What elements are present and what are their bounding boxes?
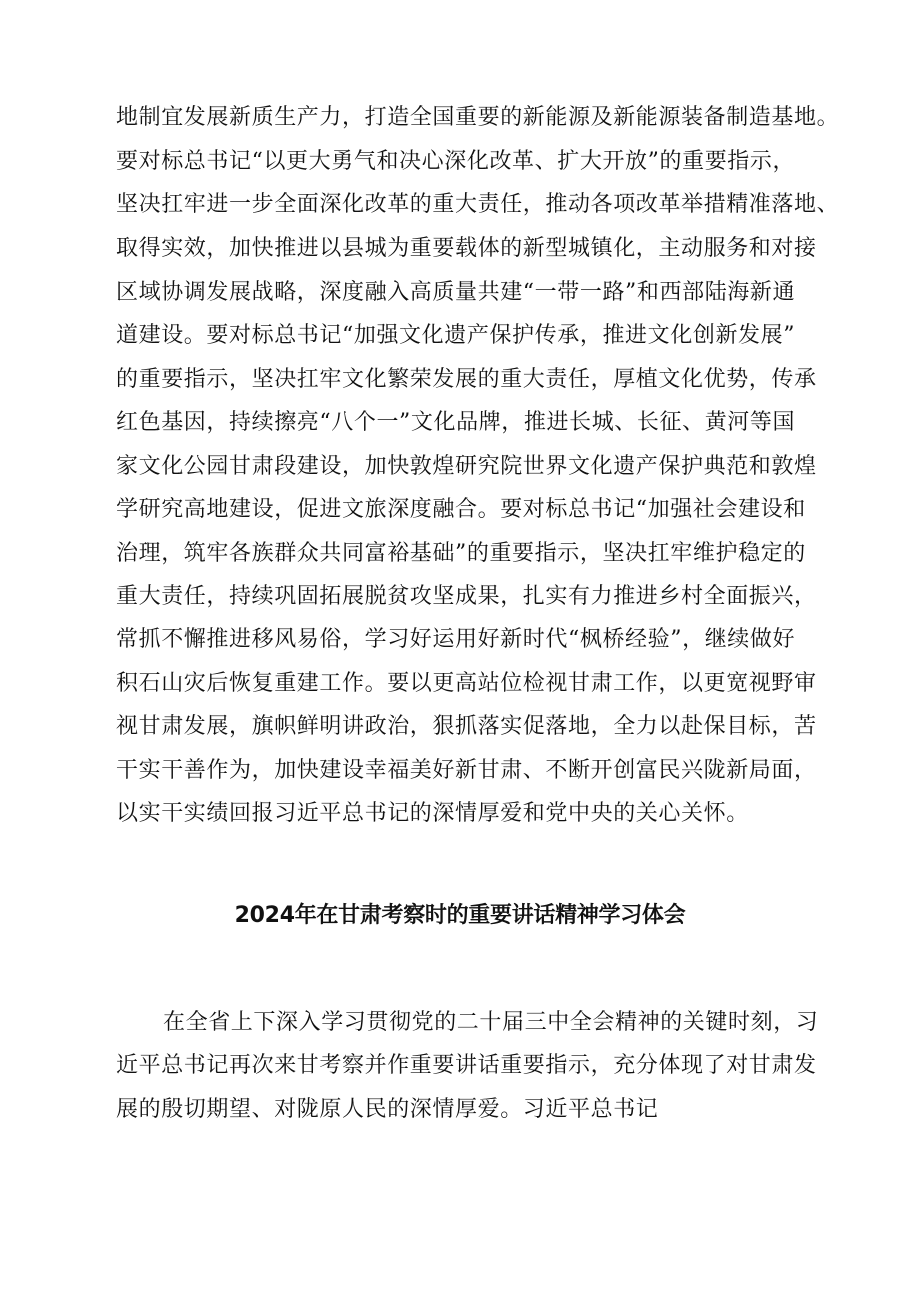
section-title: 2024年在甘肃考察时的重要讲话精神学习体会	[234, 903, 686, 928]
paragraph-line: 视甘肃发展，旗帜鲜明讲政治，狠抓落实促落地，全力以赴保目标，苦	[116, 714, 817, 739]
paragraph-line: 学研究高地建设，促进文旅深度融合。要对标总书记“加强社会建设和	[116, 497, 806, 522]
paragraph-line-first: 在全省上下深入学习贯彻党的二十届三中全会精神的关键时刻，习	[163, 1010, 819, 1035]
paragraph-line: 重大责任，持续巩固拓展脱贫攻坚成果，扎实有力推进乡村全面振兴，	[116, 584, 817, 609]
paragraph-line: 积石山灾后恢复重建工作。要以更高站位检视甘肃工作，以更宽视野审	[116, 671, 817, 696]
paragraph-line: 道建设。要对标总书记“加强文化遗产保护传承，推进文化创新发展”	[116, 323, 796, 348]
paragraph-line: 常抓不懈推进移风易俗，学习好运用好新时代“枫桥经验”，继续做好	[116, 627, 796, 652]
paragraph-line: 地制宜发展新质生产力，打造全国重要的新能源及新能源装备制造基地。	[116, 105, 840, 130]
paragraph-line: 近平总书记再次来甘考察并作重要讲话重要指示，充分体现了对甘肃发	[116, 1053, 817, 1078]
paragraph-line: 以实干实绩回报习近平总书记的深情厚爱和党中央的关心关怀。	[116, 801, 749, 826]
paragraph-line: 红色基因，持续擦亮“八个一”文化品牌，推进长城、长征、黄河等国	[116, 410, 796, 435]
paragraph-line: 家文化公园甘肃段建设，加快敦煌研究院世界文化遗产保护典范和敦煌	[116, 454, 817, 479]
paragraph-line: 的重要指示，坚决扛牢文化繁荣发展的重大责任，厚植文化优势，传承	[116, 367, 817, 392]
paragraph-line: 要对标总书记“以更大勇气和决心深化改革、扩大开放”的重要指示，	[116, 149, 796, 174]
paragraph-line: 区域协调发展战略，深度融入高质量共建“一带一路”和西部陆海新通	[116, 280, 796, 305]
paragraph-line: 坚决扛牢进一步全面深化改革的重大责任，推动各项改革举措精准落地、	[116, 192, 840, 217]
paragraph-line: 取得实效，加快推进以县城为重要载体的新型城镇化，主动服务和对接	[116, 236, 817, 261]
paragraph-line: 干实干善作为，加快建设幸福美好新甘肃、不断开创富民兴陇新局面，	[116, 758, 817, 783]
paragraph-line: 治理，筑牢各族群众共同富裕基础”的重要指示，坚决扛牢维护稳定的	[116, 541, 806, 566]
paragraph-line: 展的殷切期望、对陇原人民的深情厚爱。习近平总书记	[116, 1097, 659, 1122]
